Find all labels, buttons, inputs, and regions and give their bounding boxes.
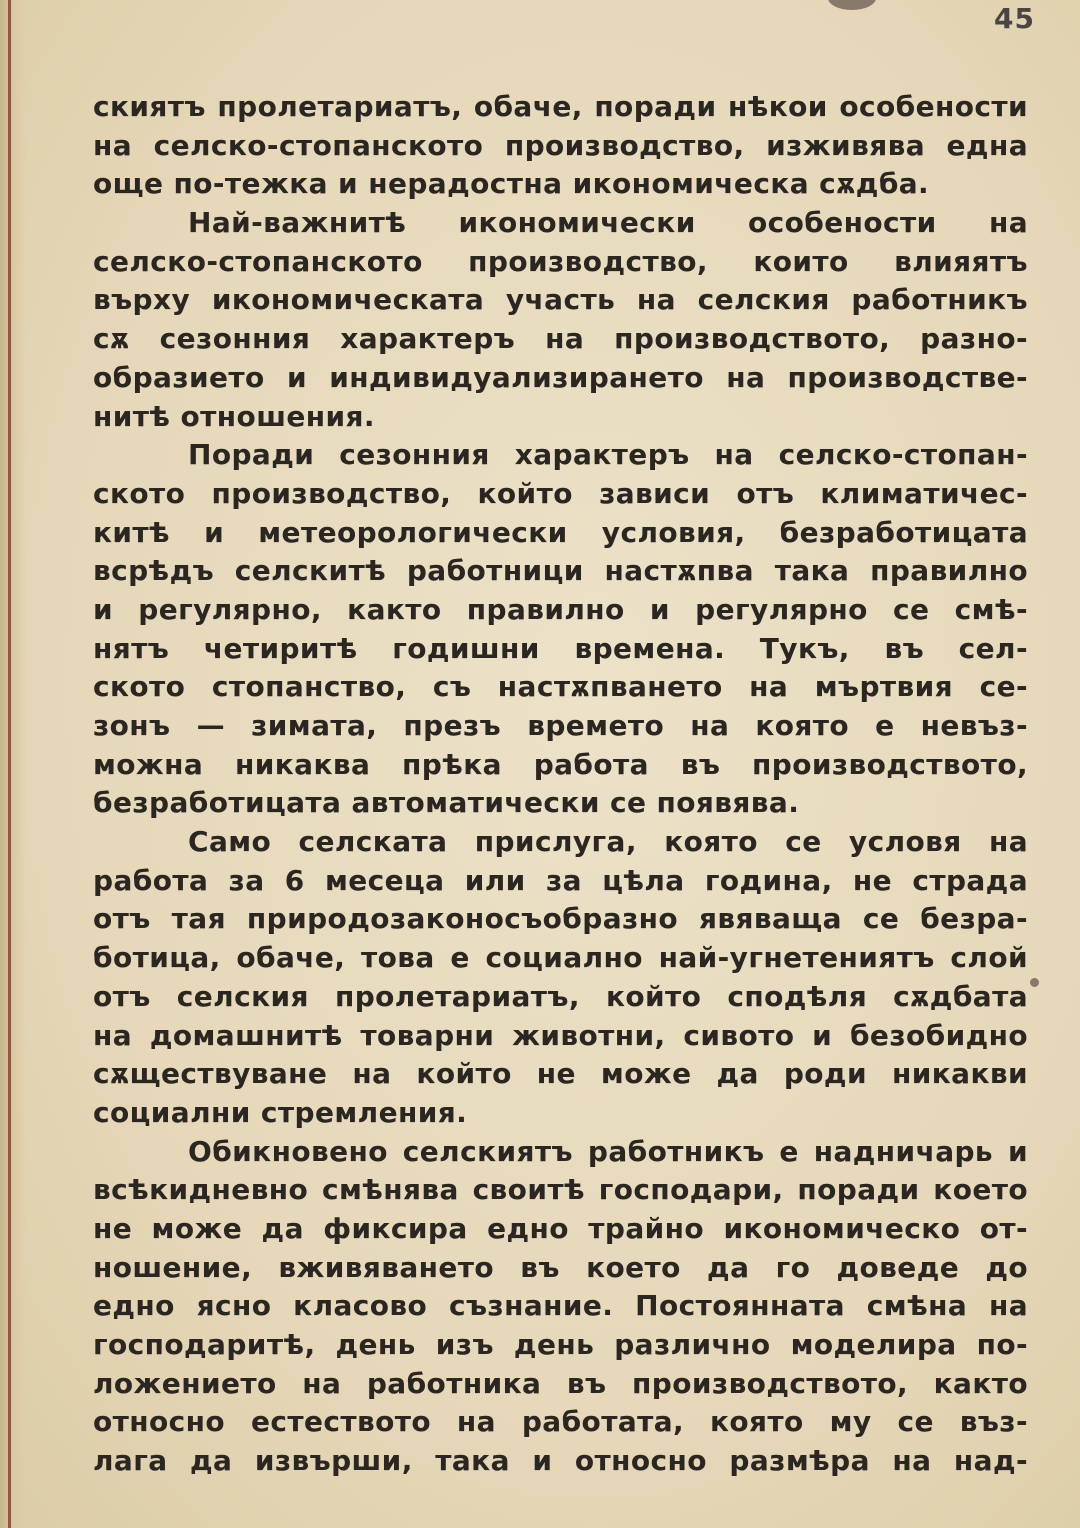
text-line: китѣ и метеорологически условия, безработицата: [93, 515, 1028, 549]
page-binding-edge: [0, 0, 26, 1528]
text-line: зонъ — зимата, презъ времето на която е невъз-: [93, 709, 1028, 742]
text-line: сѫ сезонния характеръ на производството, разно-: [93, 322, 1028, 356]
text-line: сѫществуване на който не може да роди никакви: [93, 1057, 1028, 1091]
text-line: скиятъ пролетариатъ, обаче, поради нѣкои особености: [93, 90, 1028, 123]
text-line: относно естеството на работата, която му се въз-: [93, 1405, 1028, 1439]
text-line: отъ селския пролетариатъ, който сподѣля сѫдбата: [93, 979, 1028, 1013]
text-line: господаритѣ, день изъ день различно моделира по-: [93, 1328, 1028, 1361]
text-line: можна никаква прѣка работа въ производството,: [93, 747, 1028, 781]
text-line: образието и индивидуализирането на производстве-: [93, 360, 1028, 394]
text-line: Обикновено селскиятъ работникъ е надничарь и: [188, 1134, 1028, 1168]
text-line: селско-стопанското производство, които влияятъ: [93, 244, 1028, 278]
text-line: нитѣ отношения.: [93, 399, 375, 433]
text-line: и регулярно, както правилно и регулярно се смѣ-: [93, 592, 1028, 626]
text-line: ношение, вживяването въ което да го доведе до: [93, 1250, 1028, 1284]
text-line: всрѣдъ селскитѣ работници настѫпва така правилно: [93, 554, 1028, 588]
text-line: още по-тежка и нерадостна икономическа сѫдба.: [93, 167, 930, 201]
text-line: лага да извърши, така и относно размѣра на над-: [93, 1444, 1028, 1478]
text-line: работа за 6 месеца или за цѣла година, не страда: [93, 863, 1028, 897]
text-line: не може да фиксира едно трайно икономическо от-: [93, 1211, 1028, 1245]
text-line: едно ясно класово съзнание. Постоянната смѣна на: [93, 1289, 1028, 1323]
text-line: ското стопанство, съ настѫпването на мъртвия се-: [93, 670, 1028, 704]
text-line: на домашнитѣ товарни животни, сивото и безобидно: [93, 1018, 1028, 1052]
body-text: [93, 88, 1028, 1481]
text-line: върху икономическата участь на селския работникъ: [93, 283, 1028, 317]
text-line: ботица, обаче, това е социално най-угнетениятъ слой: [93, 941, 1028, 975]
text-line: всѣкидневно смѣнява своитѣ господари, поради което: [93, 1173, 1028, 1207]
text-line: безработицата автоматически се появява.: [93, 786, 800, 820]
text-line: на селско-стопанското производство, изживява една: [93, 128, 1028, 162]
text-line: социални стремления.: [93, 1095, 468, 1129]
page-margin-rule: [8, 0, 11, 1528]
text-line: ското производство, който зависи отъ климатичес-: [93, 476, 1028, 510]
ink-smudge: [828, 0, 876, 10]
text-line: Само селската прислуга, която се условя на: [188, 825, 1028, 859]
text-line: нятъ четиритѣ годишни времена. Тукъ, въ сел-: [93, 631, 1028, 665]
page-number: 45: [994, 2, 1035, 35]
text-line: Най-важнитѣ икономически особености на: [188, 206, 1028, 240]
text-line: отъ тая природозаконосъобразно явяваща се безра-: [93, 902, 1028, 936]
text-line: Поради сезонния характеръ на селско-стопан-: [188, 438, 1028, 472]
ink-dot: [1030, 978, 1039, 987]
text-line: ложението на работника въ производството, както: [93, 1366, 1028, 1400]
